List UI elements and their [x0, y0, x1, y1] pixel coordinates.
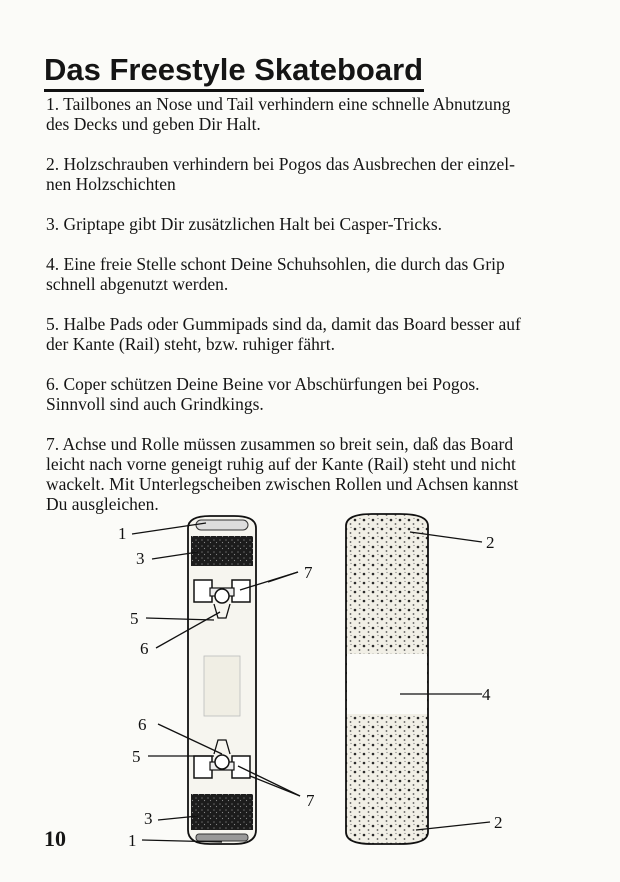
item-line: 6. Coper schützen Deine Beine vor Abschürfungen bei Pogos.	[46, 374, 480, 394]
tailbone-bottom	[196, 834, 248, 841]
item-line: schnell abgenutzt werden.	[46, 274, 229, 294]
label-5-bottom: 5	[132, 747, 141, 766]
item-line: Sinnvoll sind auch Grindkings.	[46, 394, 264, 414]
list-item	[46, 374, 580, 414]
item-line: des Decks und geben Dir Halt.	[46, 114, 261, 134]
label-4: 4	[482, 685, 491, 704]
griptape-bottom	[191, 794, 253, 830]
item-line: 4. Eine freie Stelle schont Deine Schuhsohlen, die durch das Grip	[46, 254, 505, 274]
item-line: wackelt. Mit Unterlegscheiben zwischen Rollen und Achsen kannst	[46, 474, 519, 494]
item-line: der Kante (Rail) steht, bzw. ruhiger fährt.	[46, 334, 335, 354]
label-3-bottom: 3	[144, 809, 153, 828]
list-item	[46, 254, 580, 294]
label-5-top: 5	[130, 609, 139, 628]
label-1-bottom: 1	[128, 831, 137, 850]
label-2-top: 2	[486, 533, 495, 552]
label-6-bottom: 6	[138, 715, 147, 734]
label-2-bottom: 2	[494, 813, 503, 832]
list-item	[46, 314, 580, 354]
skateboard-figure	[110, 508, 530, 854]
tailbone-top	[196, 520, 248, 530]
label-1-top: 1	[118, 524, 127, 543]
page-number: 10	[44, 826, 66, 851]
board-top-view	[346, 514, 428, 844]
page-title: Das Freestyle Skateboard	[44, 52, 424, 92]
board-bottom-view	[188, 516, 256, 844]
item-line: nen Holzschichten	[46, 174, 176, 194]
item-line: 5. Halbe Pads oder Gummipads sind da, damit das Board besser auf	[46, 314, 521, 334]
label-6-top: 6	[140, 639, 149, 658]
list-item	[46, 214, 580, 234]
list-item	[46, 434, 580, 514]
item-line: 1. Tailbones an Nose und Tail verhindern eine schnelle Abnutzung	[46, 94, 511, 114]
item-line: Du ausgleichen.	[46, 494, 159, 514]
label-7-bottom: 7	[306, 791, 315, 810]
label-3-top: 3	[136, 549, 145, 568]
griptape-top	[191, 536, 253, 566]
item-line: 2. Holzschrauben verhindern bei Pogos das Ausbrechen der einzel-	[46, 154, 515, 174]
item-line: leicht nach vorne geneigt ruhig auf der Kante (Rail) steht und nicht	[46, 454, 516, 474]
list-item	[46, 154, 580, 194]
label-7-top: 7	[304, 563, 313, 582]
free-spot	[347, 654, 427, 714]
item-list	[46, 94, 580, 534]
item-line: 3. Griptape gibt Dir zusätzlichen Halt bei Casper-Tricks.	[46, 214, 443, 234]
list-item	[46, 94, 580, 134]
item-line: 7. Achse und Rolle müssen zusammen so breit sein, daß das Board	[46, 434, 514, 454]
